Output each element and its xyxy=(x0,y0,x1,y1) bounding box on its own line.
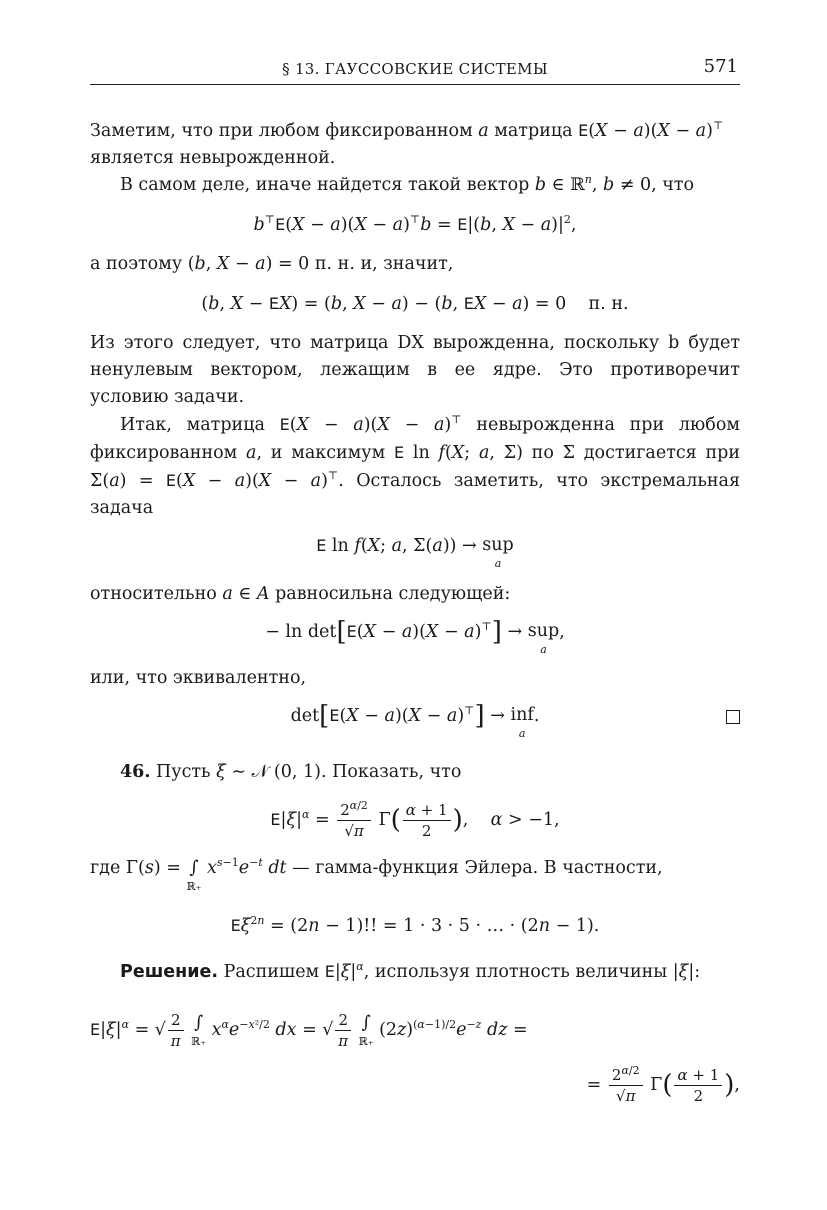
running-header xyxy=(90,52,740,85)
paragraph: а поэтому (b, X − a) = 0 п. н. и, значит, xyxy=(90,254,454,274)
paragraph: В самом деле, иначе найдется такой вектор b ∈ ℝ$^n$, b ≠ 0, что xyxy=(120,173,695,195)
equation: = $\frac{2^{\alpha/2}}{√\pi}$ Γ( $\frac{\alpha + 1}{2}$ ), xyxy=(586,1064,740,1105)
paragraph: Итак, матрица E(X − a)(X − a)⊤ невырожденна при любом фиксированном a, и максимум E ln f(X; a, Σ) по Σ достигается при Σ(a) = E(X − a)(X − a)⊤. Осталось заметить, что экстремальная задача xyxy=(90,413,741,518)
equation: E ln f(X; a, Σ(a)) → sup a xyxy=(316,535,514,570)
page-number: 571 xyxy=(703,56,738,77)
qed-square-icon xyxy=(726,710,740,724)
equation: − ln det[E(X − a)(X − a)⊤] → sup a , xyxy=(265,617,565,656)
equation: det[E(X − a)(X − a)⊤] → inf a . xyxy=(90,702,740,739)
paragraph: или, что эквивалентно, xyxy=(90,668,307,688)
paragraph: Заметим, что при любом фиксированном a матрица E(X − a)(X − a)⊤ является невырожденной. xyxy=(90,119,724,168)
equation: (b, X − EX) = (b, X − a) − (b, EX − a) = 0 п. н. xyxy=(201,294,629,314)
solution-paragraph: Решение. Распишем $E|\xi|^\alpha$, используя плотность величины |ξ|: xyxy=(120,960,701,982)
equation: $E\xi^{2n} = (2n - 1)$!! = 1 · 3 · 5 · … · (2n − 1). xyxy=(230,914,600,936)
page xyxy=(90,52,740,1106)
section-title: § 13. ГАУССОВСКИЕ СИСТЕМЫ xyxy=(282,60,548,78)
equation: b⊤E(X − a)(X − a)⊤b = E|(b, $X - a)|^2$, xyxy=(253,213,577,235)
equation: $E|\xi|^\alpha$ = $\frac{2^{\alpha/2}}{√\pi}$ Γ( $\frac{\alpha + 1}{2}$ ), α > −1, xyxy=(270,799,560,840)
paragraph: где Γ(s) = ∫ ℝ₊ $x^{s-1}e^{-t}$ dt — гамма-функция Эйлера. В частности, xyxy=(90,856,663,893)
equation: $E|\xi|^\alpha$ = √ $\frac{2}{\pi}$ ∫ ℝ₊ $x^\alpha e^{-x^2/2}$ dx = √ $\frac{2}{\pi}$ ∫ ℝ₊ $(2z)^{(\alpha-1)/2}e^{-z}$ dz = xyxy=(90,1011,528,1050)
paragraph: относительно a ∈ A равносильна следующей: xyxy=(90,584,511,604)
paragraph: Из этого следует, что матрица DX вырожденна, поскольку b будет ненулевым вектором, лежащим в ее ядре. Это противоречит условию задачи. xyxy=(90,333,740,407)
problem-statement: 46. Пусть ξ ∼ 𝒩 (0, 1). Показать, что xyxy=(120,762,462,782)
